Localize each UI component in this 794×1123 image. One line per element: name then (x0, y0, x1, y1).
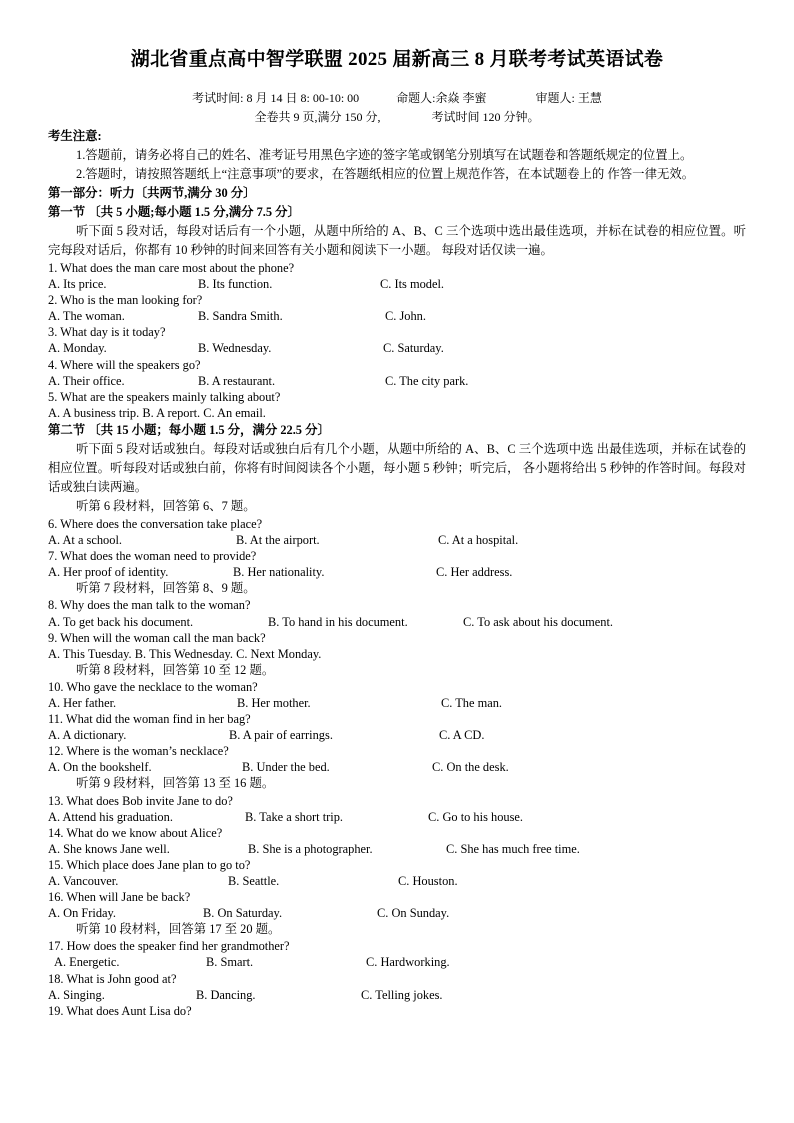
options-8 (48, 614, 746, 630)
question-8: 8. Why does the man talk to the woman? (48, 598, 251, 613)
options-5: A. A business trip. B. A report. C. An email. (48, 405, 266, 420)
question-18: 18. What is John good at? (48, 971, 177, 986)
question-1: 1. What does the man care most about the phone? (48, 261, 295, 275)
question-9: 9. When will the woman call the man back? (48, 630, 266, 645)
material-7: 听第 7 段材料，回答第 8、9 题。 (76, 581, 256, 596)
option-b: B. To hand in his document. (268, 614, 408, 629)
option-a: A. Attend his graduation. (48, 809, 173, 824)
question-6: 6. Where does the conversation take place? (48, 516, 263, 531)
options-14 (48, 841, 746, 857)
notice-heading: 考生注意: (48, 129, 102, 143)
exam-page (48, 44, 746, 1019)
question-17: 17. How does the speaker find her grandmother? (48, 939, 290, 954)
option-b: B. Wednesday. (198, 341, 272, 356)
exam-title: 湖北省重点高中智学联盟 2025 届新高三 8 月联考考试英语试卷 (130, 49, 664, 70)
options-17 (48, 954, 746, 970)
section2-instructions: 听下面 5 段对话或独白。每段对话或独白后有几个小题，从题中所给的 A、B、C 三个选项中选 出最佳选项，并标在试卷的相应位置。听每段对话或独白前，你将有时间阅读各个小题，每小题 5 秒钟；听完后， 各小题将给出 5 秒钟的作答时间。每段对话或独白读两遍。 (48, 441, 746, 494)
option-c: C. Go to his house. (428, 809, 523, 824)
option-c: C. The city park. (385, 373, 469, 388)
reviewer: 审题人: 王慧 (535, 91, 602, 105)
option-c: C. At a hospital. (438, 533, 519, 548)
option-a: A. To get back his document. (48, 614, 194, 629)
option-b: B. On Saturday. (203, 906, 283, 921)
section1-heading: 第一节 〔共 5 小题;每小题 1.5 分,满分 7.5 分〕 (48, 205, 300, 219)
options-11 (48, 727, 746, 743)
option-a: A. The woman. (48, 309, 125, 324)
option-c: C. The man. (441, 695, 503, 710)
material-10: 听第 10 段材料，回答第 17 至 20 题。 (76, 922, 281, 937)
options-4 (48, 373, 746, 389)
option-a: A. Singing. (48, 987, 105, 1002)
option-c: C. She has much free time. (446, 841, 580, 856)
notice-item-1: 1.答题前，请务必将自己的姓名、准考证号用黑色字迹的签字笔或钢笔分别填写在试题卷和答题纸规定的位置上。 (76, 148, 693, 162)
option-c: C. A CD. (439, 728, 485, 743)
option-a: A. At a school. (48, 533, 122, 548)
option-b: B. Under the bed. (242, 760, 330, 775)
option-b: B. Take a short trip. (245, 809, 344, 824)
option-a: A. Energetic. (54, 955, 120, 970)
question-5: 5. What are the speakers mainly talking about? (48, 389, 281, 404)
option-b: B. She is a photographer. (248, 841, 373, 856)
material-9: 听第 9 段材料，回答第 13 至 16 题。 (76, 776, 275, 791)
material-6: 听第 6 段材料，回答第 6、7 题。 (76, 498, 256, 513)
options-18 (48, 987, 746, 1003)
option-b: B. Sandra Smith. (198, 309, 283, 324)
question-3: 3. What day is it today? (48, 325, 166, 340)
option-b: B. A pair of earrings. (229, 728, 333, 743)
option-a: A. A dictionary. (48, 728, 127, 743)
option-c: C. Her address. (436, 565, 513, 580)
question-10: 10. Who gave the necklace to the woman? (48, 679, 258, 694)
option-b: B. Dancing. (196, 987, 256, 1002)
exam-time: 考试时间: 8 月 14 日 8: 00-10: 00 (192, 91, 360, 105)
options-3 (48, 340, 746, 356)
option-c: C. Its model. (380, 277, 445, 292)
option-a: A. On Friday. (48, 906, 117, 921)
material-8: 听第 8 段材料，回答第 10 至 12 题。 (76, 662, 275, 677)
options-7 (48, 564, 746, 580)
exam-meta (48, 89, 746, 127)
question-4: 4. Where will the speakers go? (48, 357, 201, 372)
notice-item-2: 2.答题时，请按照答题纸上“注意事项”的要求，在答题纸相应的位置上规范作答，在本试题卷上的 作答一律无效。 (76, 167, 695, 181)
option-b: B. A restaurant. (198, 373, 276, 388)
options-6 (48, 532, 746, 548)
options-12 (48, 759, 746, 775)
options-10 (48, 695, 746, 711)
duration: 考试时间 120 分钟。 (431, 110, 540, 124)
question-16: 16. When will Jane be back? (48, 890, 191, 905)
option-c: C. Telling jokes. (361, 987, 443, 1002)
option-a: A. Vancouver. (48, 874, 119, 888)
option-b: B. Smart. (206, 955, 254, 970)
question-11: 11. What did the woman find in her bag? (48, 712, 251, 727)
part1-heading: 第一部分：听力〔共两节,满分 30 分〕 (48, 186, 256, 200)
section2-heading: 第二节 〔共 15 小题；每小题 1.5 分，满分 22.5 分〕 (48, 422, 330, 437)
setters: 命题人:余焱 李蜜 (396, 91, 487, 105)
option-b: B. Her mother. (237, 695, 311, 710)
options-9: A. This Tuesday. B. This Wednesday. C. Next Monday. (48, 646, 322, 661)
option-c: C. On Sunday. (377, 906, 450, 921)
options-13 (48, 809, 746, 825)
option-a: A. Their office. (48, 373, 125, 388)
option-a: A. Its price. (48, 277, 107, 292)
option-a: A. She knows Jane well. (48, 841, 170, 856)
pages-score: 全卷共 9 页,满分 150 分, (254, 110, 381, 124)
option-c: C. Hardworking. (366, 955, 450, 970)
option-b: B. Seattle. (228, 874, 280, 888)
question-7: 7. What does the woman need to provide? (48, 549, 257, 564)
question-19: 19. What does Aunt Lisa do? (48, 1003, 192, 1018)
question-13: 13. What does Bob invite Jane to do? (48, 793, 233, 808)
section1-instructions: 听下面 5 段对话，每段对话后有一个小题，从题中所给的 A、B、C 三个选项中选出最佳选项，并标在试卷的相应位置。听完每段对话后，你都有 10 秒钟的时间来回答有关小题和阅读下一小题。 每段对话仅读一遍。 (48, 224, 746, 257)
option-a: A. Her father. (48, 695, 117, 710)
option-a: A. Her proof of identity. (48, 565, 169, 580)
option-c: C. Houston. (398, 874, 458, 888)
option-c: C. John. (385, 309, 426, 324)
question-15: 15. Which place does Jane plan to go to? (48, 857, 251, 872)
option-c: C. To ask about his document. (463, 614, 613, 629)
option-c: C. On the desk. (432, 760, 509, 775)
option-b: B. Its function. (198, 277, 273, 292)
option-b: B. At the airport. (236, 533, 320, 548)
question-12: 12. Where is the woman’s necklace? (48, 744, 229, 759)
question-2: 2. Who is the man looking for? (48, 293, 203, 308)
option-b: B. Her nationality. (233, 565, 325, 580)
options-15 (48, 873, 746, 889)
option-a: A. Monday. (48, 341, 107, 356)
option-c: C. Saturday. (383, 341, 444, 356)
option-a: A. On the bookshelf. (48, 760, 152, 775)
options-16 (48, 905, 746, 921)
options-2 (48, 308, 746, 324)
question-14: 14. What do we know about Alice? (48, 825, 223, 840)
options-1 (48, 276, 746, 292)
